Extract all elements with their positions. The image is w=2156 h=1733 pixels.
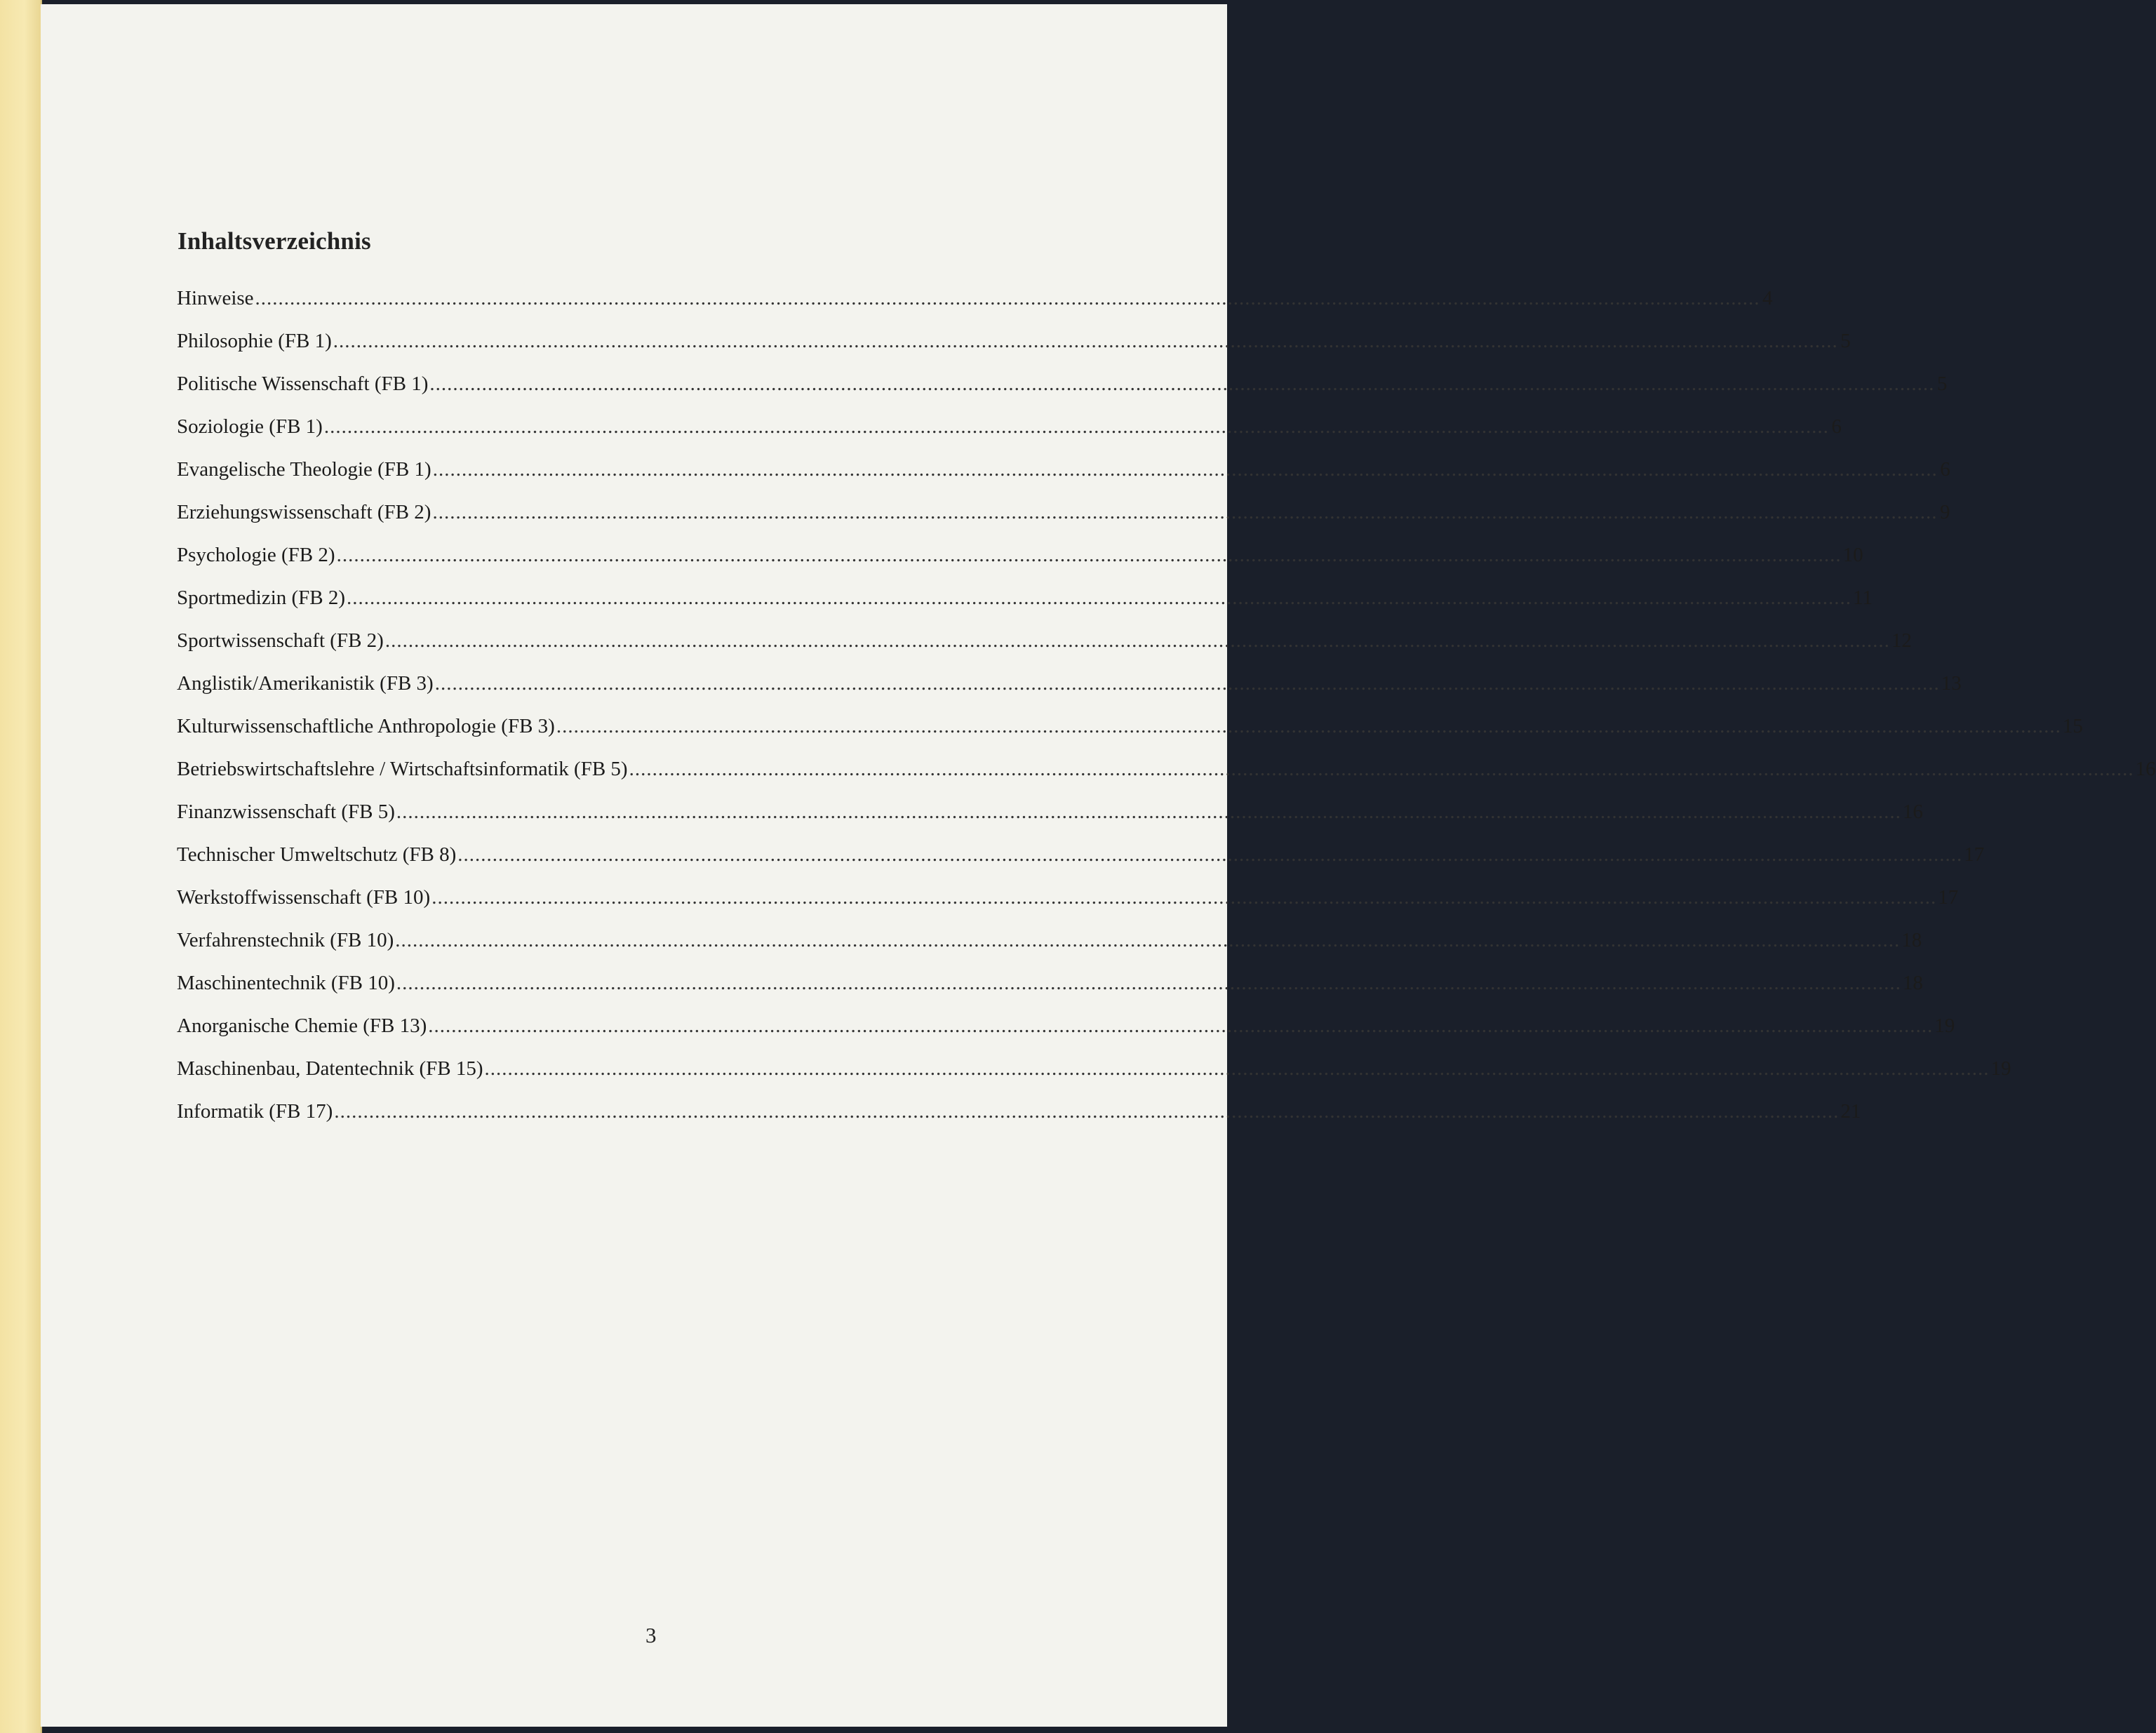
toc-entry-label: Werkstoffwissenschaft (FB 10) [177,886,431,909]
page-title: Inhaltsverzeichnis [178,227,371,255]
toc-entry-label: Erziehungswissenschaft (FB 2) [177,501,431,523]
toc-entry-page: 6 [1940,458,1950,481]
toc-entry [177,415,1842,458]
dot-leader: .................................................................................................................................................................................................................................................................... [428,1015,1934,1037]
toc-entry-label: Psychologie (FB 2) [177,544,335,566]
dot-leader: .................................................................................................................................................................................................................................................................... [395,929,1901,951]
toc-entry-label: Verfahrenstechnik (FB 10) [177,929,394,951]
toc-entry-label: Anorganische Chemie (FB 13) [177,1015,427,1037]
toc-entry [177,458,1950,501]
toc-entry [177,373,1948,415]
toc-entry-page: 12 [1891,629,1912,652]
toc-entry-page: 15 [2062,715,2083,737]
toc-entry-label: Hinweise [177,287,254,309]
binding-spine [0,0,42,1733]
toc-entry-page: 16 [2135,758,2156,780]
toc-entry-label: Technischer Umweltschutz (FB 8) [177,843,457,866]
toc-entry-page: 13 [1941,672,1962,695]
dot-leader: .................................................................................................................................................................................................................................................................... [255,287,1760,309]
dot-leader: .................................................................................................................................................................................................................................................................... [429,373,1935,395]
toc-entry-label: Evangelische Theologie (FB 1) [177,458,431,481]
dot-leader: .................................................................................................................................................................................................................................................................... [431,886,1937,909]
toc-entry-page: 5 [1936,373,1948,395]
toc-entry-page: 18 [1902,972,1923,994]
toc-entry-label: Sportwissenschaft (FB 2) [177,629,384,652]
toc-entry-label: Maschinenbau, Datentechnik (FB 15) [177,1057,483,1080]
toc-entry-label: Informatik (FB 17) [177,1100,333,1123]
toc-entry [177,758,2156,801]
toc-entry [177,501,1950,544]
toc-entry-label: Politische Wissenschaft (FB 1) [177,373,429,395]
table-of-contents [177,287,2156,1143]
dot-leader: .................................................................................................................................................................................................................................................................... [457,843,1963,866]
toc-entry [177,843,1985,886]
dot-leader: .................................................................................................................................................................................................................................................................... [396,801,1901,823]
toc-entry-label: Soziologie (FB 1) [177,415,323,438]
toc-entry-page: 16 [1902,801,1923,823]
page-number: 3 [645,1623,657,1647]
toc-entry [177,801,1923,843]
dot-leader: .................................................................................................................................................................................................................................................................... [384,629,1890,652]
toc-entry [177,1100,1861,1143]
toc-entry-label: Kulturwissenschaftliche Anthropologie (FB 3) [177,715,555,737]
toc-entry [177,629,1912,672]
toc-entry [177,287,1773,330]
dot-leader: .................................................................................................................................................................................................................................................................... [336,544,1842,566]
dot-leader: .................................................................................................................................................................................................................................................................... [347,587,1852,609]
document-page [41,4,2156,1727]
dot-leader: .................................................................................................................................................................................................................................................................... [629,758,2134,780]
toc-entry-page: 4 [1762,287,1773,309]
toc-entry [177,1057,2011,1100]
dot-leader: .................................................................................................................................................................................................................................................................... [432,458,1938,481]
toc-entry [177,929,1922,972]
toc-entry [177,330,1851,373]
toc-entry [177,544,1863,587]
toc-entry-label: Maschinentechnik (FB 10) [177,972,395,994]
toc-entry-page: 9 [1939,501,1950,523]
toc-entry-page: 21 [1840,1100,1861,1123]
toc-entry-page: 17 [1964,843,1985,866]
toc-entry-label: Sportmedizin (FB 2) [177,587,346,609]
dot-leader: .................................................................................................................................................................................................................................................................... [556,715,2061,737]
toc-entry [177,886,1959,929]
dot-leader: .................................................................................................................................................................................................................................................................... [432,501,1938,523]
toc-entry [177,972,1923,1015]
toc-entry-page: 5 [1840,330,1851,352]
toc-entry-page: 6 [1831,415,1842,438]
toc-entry-label: Anglistik/Amerikanistik (FB 3) [177,672,434,695]
dot-leader: .................................................................................................................................................................................................................................................................... [323,415,1829,438]
dot-leader: .................................................................................................................................................................................................................................................................... [396,972,1901,994]
toc-entry-page: 18 [1901,929,1922,951]
toc-entry-page: 11 [1853,587,1873,609]
toc-entry [177,587,1873,629]
dot-leader: .................................................................................................................................................................................................................................................................... [484,1057,1990,1080]
toc-entry-label: Finanzwissenschaft (FB 5) [177,801,395,823]
toc-entry-page: 10 [1842,544,1863,566]
toc-entry [177,672,1962,715]
toc-entry [177,715,2083,758]
toc-entry [177,1015,1955,1057]
toc-entry-page: 19 [1934,1015,1955,1037]
dot-leader: .................................................................................................................................................................................................................................................................... [434,672,1940,695]
toc-entry-page: 19 [1990,1057,2011,1080]
toc-entry-label: Betriebswirtschaftslehre / Wirtschaftsinformatik (FB 5) [177,758,628,780]
toc-entry-page: 17 [1938,886,1959,909]
toc-entry-label: Philosophie (FB 1) [177,330,332,352]
dot-leader: .................................................................................................................................................................................................................................................................... [333,330,1838,352]
dot-leader: .................................................................................................................................................................................................................................................................... [334,1100,1840,1123]
